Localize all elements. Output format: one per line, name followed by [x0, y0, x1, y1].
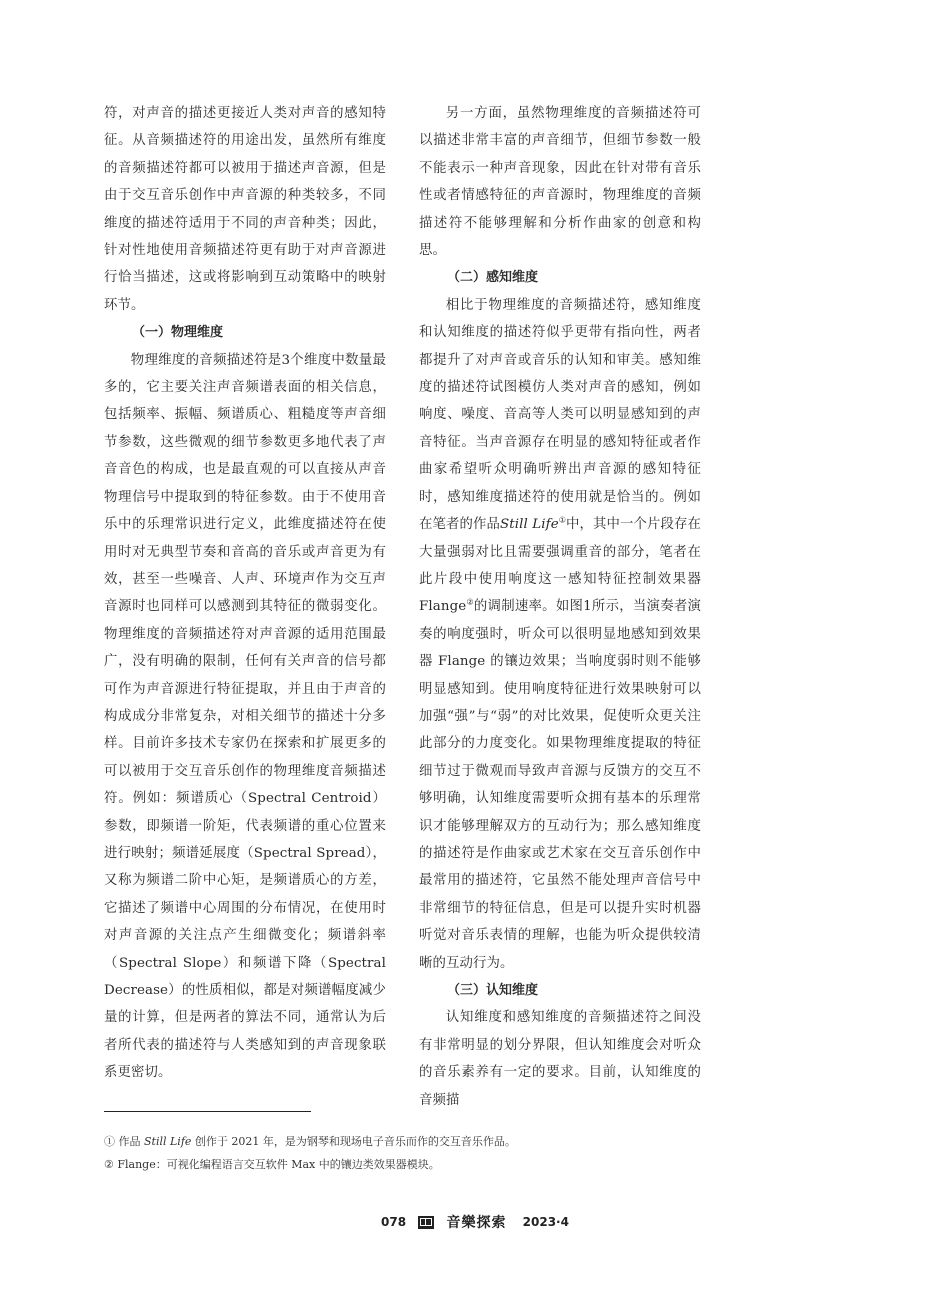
text-run: 的调制速率。如图1所示，当演奏者演奏的响度强时，听众可以很明显地感知到效果器 Flange 的镶边效果；当响度弱时则不能够明显感知到。使用响度特征进行效果映射可以加强“强”与“弱”的对比效果，促使听众更关注此部分的力度变化。如果物理维度提取的特征细节过于微观而导致声音源与反馈方的交互不够明确，认知维度需要听众拥有基本的乐理常识才能够理解双方的互动行为；那么感知维度的描述符是作曲家或艺术家在交互音乐创作中最常用的描述符，它虽然不能处理声音信号中非常细节的特征信息，但是可以提升实时机器听觉对音乐表情的理解，也能为听众提供较清晰的互动行为。: [419, 599, 701, 971]
paragraph: [419, 292, 701, 977]
text-run: 作品: [115, 1135, 144, 1148]
section-heading-cognitive: （三）认知维度: [447, 983, 539, 998]
page-footer: [0, 1212, 950, 1232]
footnote-2: ② Flange：可视化编程语言交互软件 Max 中的镶边类效果器模块。: [104, 1158, 440, 1171]
footnote-ref[interactable]: ②: [466, 597, 474, 607]
footnote-divider: [104, 1111, 311, 1112]
footnote-ref[interactable]: ①: [558, 515, 567, 525]
page-number: 078: [381, 1215, 407, 1229]
issue-number: 2023·4: [522, 1215, 569, 1229]
section-heading-physical: （一）物理维度: [132, 325, 224, 341]
paragraph: 物理维度的音频描述符是3个维度中数量最多的，它主要关注声音频谱表面的相关信息，包括频率、振幅、频谱质心、粗糙度等声音细节参数，这些微观的细节参数更多地代表了声音音色的构成，也是最直观的可以直接从声音物理信号中提取到的特征参数。由于不使用音乐中的乐理常识进行定义，此维度描述符在使用时对无典型节奏和音高的音乐或声音更为有效，甚至一些噪音、人声、环境声作为交互声音源时也同样可以感测到其特征的微弱变化。物理维度的音频描述符对声音源的适用范围最广，没有明确的限制，任何有关声音的信号都可作为声音源进行特征提取，并且由于声音的构成成分非常复杂，对相关细节的描述十分多样。目前许多技术专家仍在探索和扩展更多的可以被用于交互音乐创作的物理维度音频描述符。例如：频谱质心（Spectral Centroid）参数，即频谱一阶矩，代表频谱的重心位置来进行映射；频谱延展度（Spectral Spread），又称为频谱二阶中心矩，是频谱质心的方差，它描述了频谱中心周围的分布情况，在使用时对声音源的关注点产生细微变化；频谱斜率（Spectral Slope）和频谱下降（Spectral Decrease）的性质相似，都是对频谱幅度减少量的计算，但是两者的算法不同，通常认为后者所代表的描述符与人类感知到的声音现象联系更密切。: [104, 352, 386, 1081]
left-column: [104, 100, 386, 1087]
footnote-mark: ①: [104, 1135, 115, 1148]
work-title: Still Life: [500, 517, 559, 533]
paragraph: 符，对声音的描述更接近人类对声音的感知特征。从音频描述符的用途出发，虽然所有维度的音频描述符都可以被用于描述声音源，但是由于交互音乐创作中声音源的种类较多，不同维度的描述符适用于不同的声音种类；因此，针对性地使用音频描述符更有助于对声音源进行恰当描述，这或将影响到互动策略中的映射环节。: [104, 106, 386, 313]
journal-name: 音樂探索: [446, 1215, 507, 1231]
book-icon: [418, 1216, 434, 1229]
paragraph: 认知维度和感知维度的音频描述符之间没有非常明显的划分界限，但认知维度会对听众的音乐素养有一定的要求。目前，认知维度的音频描: [419, 1010, 701, 1108]
work-title: Still Life: [144, 1135, 192, 1148]
footnote-1: [104, 1135, 516, 1149]
paragraph: 另一方面，虽然物理维度的音频描述符可以描述非常丰富的声音细节，但细节参数一般不能表示一种声音现象，因此在针对带有音乐性或者情感特征的声音源时，物理维度的音频描述符不能够理解和分析作曲家的创意和构思。: [419, 106, 701, 259]
right-column: [419, 100, 701, 1114]
section-heading-perceptual: （二）感知维度: [447, 270, 539, 286]
text-run: 创作于 2021 年，是为钢琴和现场电子音乐而作的交互音乐作品。: [191, 1135, 516, 1148]
text-run: 中，其中一个片段存在大量强弱对比且需要强调重音的部分，笔者在此片段中使用响度这一感知特征控制效果器 Flange: [419, 517, 702, 615]
text-run: 相比于物理维度的音频描述符，感知维度和认知维度的描述符似乎更带有指向性，两者都提升了对声音或音乐的认知和审美。感知维度的描述符试图模仿人类对声音的感知，例如响度、噪度、音高等人类可以明显感知到的声音特征。当声音源存在明显的感知特征或者作曲家希望听众明确听辨出声音源的感知特征时，感知维度描述符的使用就是恰当的。例如在笔者的作品: [419, 297, 701, 533]
